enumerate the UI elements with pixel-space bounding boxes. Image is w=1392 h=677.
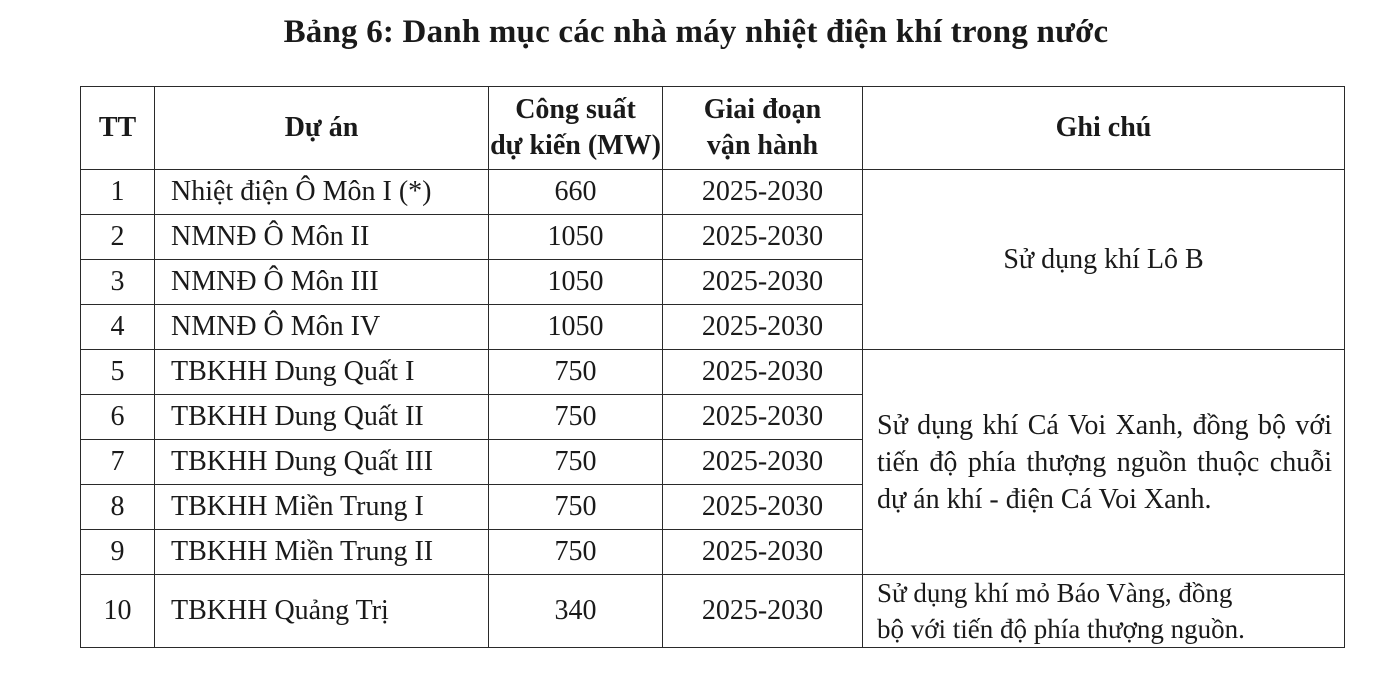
header-phase-line2: vận hành — [706, 130, 819, 161]
cell-phase: 2025-2030 — [663, 575, 863, 648]
cell-capacity: 1050 — [489, 215, 663, 260]
cell-note-group2: Sử dụng khí Cá Voi Xanh, đồng bộ với tiến độ phía thượng nguồn thuộc chuỗi dự án khí - điện Cá Voi Xanh. — [863, 350, 1345, 575]
cell-tt: 7 — [81, 440, 155, 485]
table-title: Bảng 6: Danh mục các nhà máy nhiệt điện khí trong nước — [283, 14, 1109, 50]
cell-note-group3 — [863, 575, 1345, 648]
cell-project: TBKHH Dung Quất II — [155, 395, 489, 440]
cell-project: TBKHH Miền Trung I — [155, 485, 489, 530]
header-row — [81, 87, 1345, 170]
note-group3-line1: Sử dụng khí mỏ Báo Vàng, đồng — [877, 578, 1233, 608]
cell-project: NMNĐ Ô Môn III — [155, 260, 489, 305]
note-group3-line2: bộ với tiến độ phía thượng nguồn. — [877, 614, 1245, 644]
cell-capacity: 750 — [489, 350, 663, 395]
header-project: Dự án — [155, 87, 489, 170]
cell-note-group1: Sử dụng khí Lô B — [863, 170, 1345, 350]
table-row — [81, 575, 1345, 648]
header-capacity-line1: Công suất — [515, 94, 636, 125]
cell-phase: 2025-2030 — [663, 170, 863, 215]
cell-tt: 8 — [81, 485, 155, 530]
cell-capacity: 750 — [489, 530, 663, 575]
cell-phase: 2025-2030 — [663, 305, 863, 350]
header-note: Ghi chú — [863, 87, 1345, 170]
power-plant-table — [80, 86, 1345, 648]
table-row — [81, 350, 1345, 395]
header-tt: TT — [81, 87, 155, 170]
table-row — [81, 170, 1345, 215]
cell-project: Nhiệt điện Ô Môn I (*) — [155, 170, 489, 215]
cell-project: NMNĐ Ô Môn II — [155, 215, 489, 260]
header-phase-line1: Giai đoạn — [703, 94, 822, 125]
cell-phase: 2025-2030 — [663, 350, 863, 395]
header-phase — [663, 87, 863, 170]
cell-capacity: 750 — [489, 395, 663, 440]
cell-tt: 3 — [81, 260, 155, 305]
cell-capacity: 750 — [489, 485, 663, 530]
cell-capacity: 660 — [489, 170, 663, 215]
cell-project: TBKHH Miền Trung II — [155, 530, 489, 575]
cell-phase: 2025-2030 — [663, 440, 863, 485]
cell-phase: 2025-2030 — [663, 260, 863, 305]
cell-tt: 2 — [81, 215, 155, 260]
header-capacity — [489, 87, 663, 170]
cell-phase: 2025-2030 — [663, 215, 863, 260]
cell-tt: 5 — [81, 350, 155, 395]
cell-project: TBKHH Dung Quất III — [155, 440, 489, 485]
cell-project: TBKHH Quảng Trị — [155, 575, 489, 648]
cell-tt: 6 — [81, 395, 155, 440]
cell-tt: 4 — [81, 305, 155, 350]
cell-capacity: 1050 — [489, 305, 663, 350]
cell-capacity: 750 — [489, 440, 663, 485]
cell-phase: 2025-2030 — [663, 395, 863, 440]
cell-capacity: 1050 — [489, 260, 663, 305]
cell-tt: 1 — [81, 170, 155, 215]
cell-tt: 9 — [81, 530, 155, 575]
cell-phase: 2025-2030 — [663, 530, 863, 575]
cell-phase: 2025-2030 — [663, 485, 863, 530]
cell-project: TBKHH Dung Quất I — [155, 350, 489, 395]
cell-project: NMNĐ Ô Môn IV — [155, 305, 489, 350]
cell-capacity: 340 — [489, 575, 663, 648]
cell-tt: 10 — [81, 575, 155, 648]
header-capacity-line2: dự kiến (MW) — [490, 130, 661, 161]
